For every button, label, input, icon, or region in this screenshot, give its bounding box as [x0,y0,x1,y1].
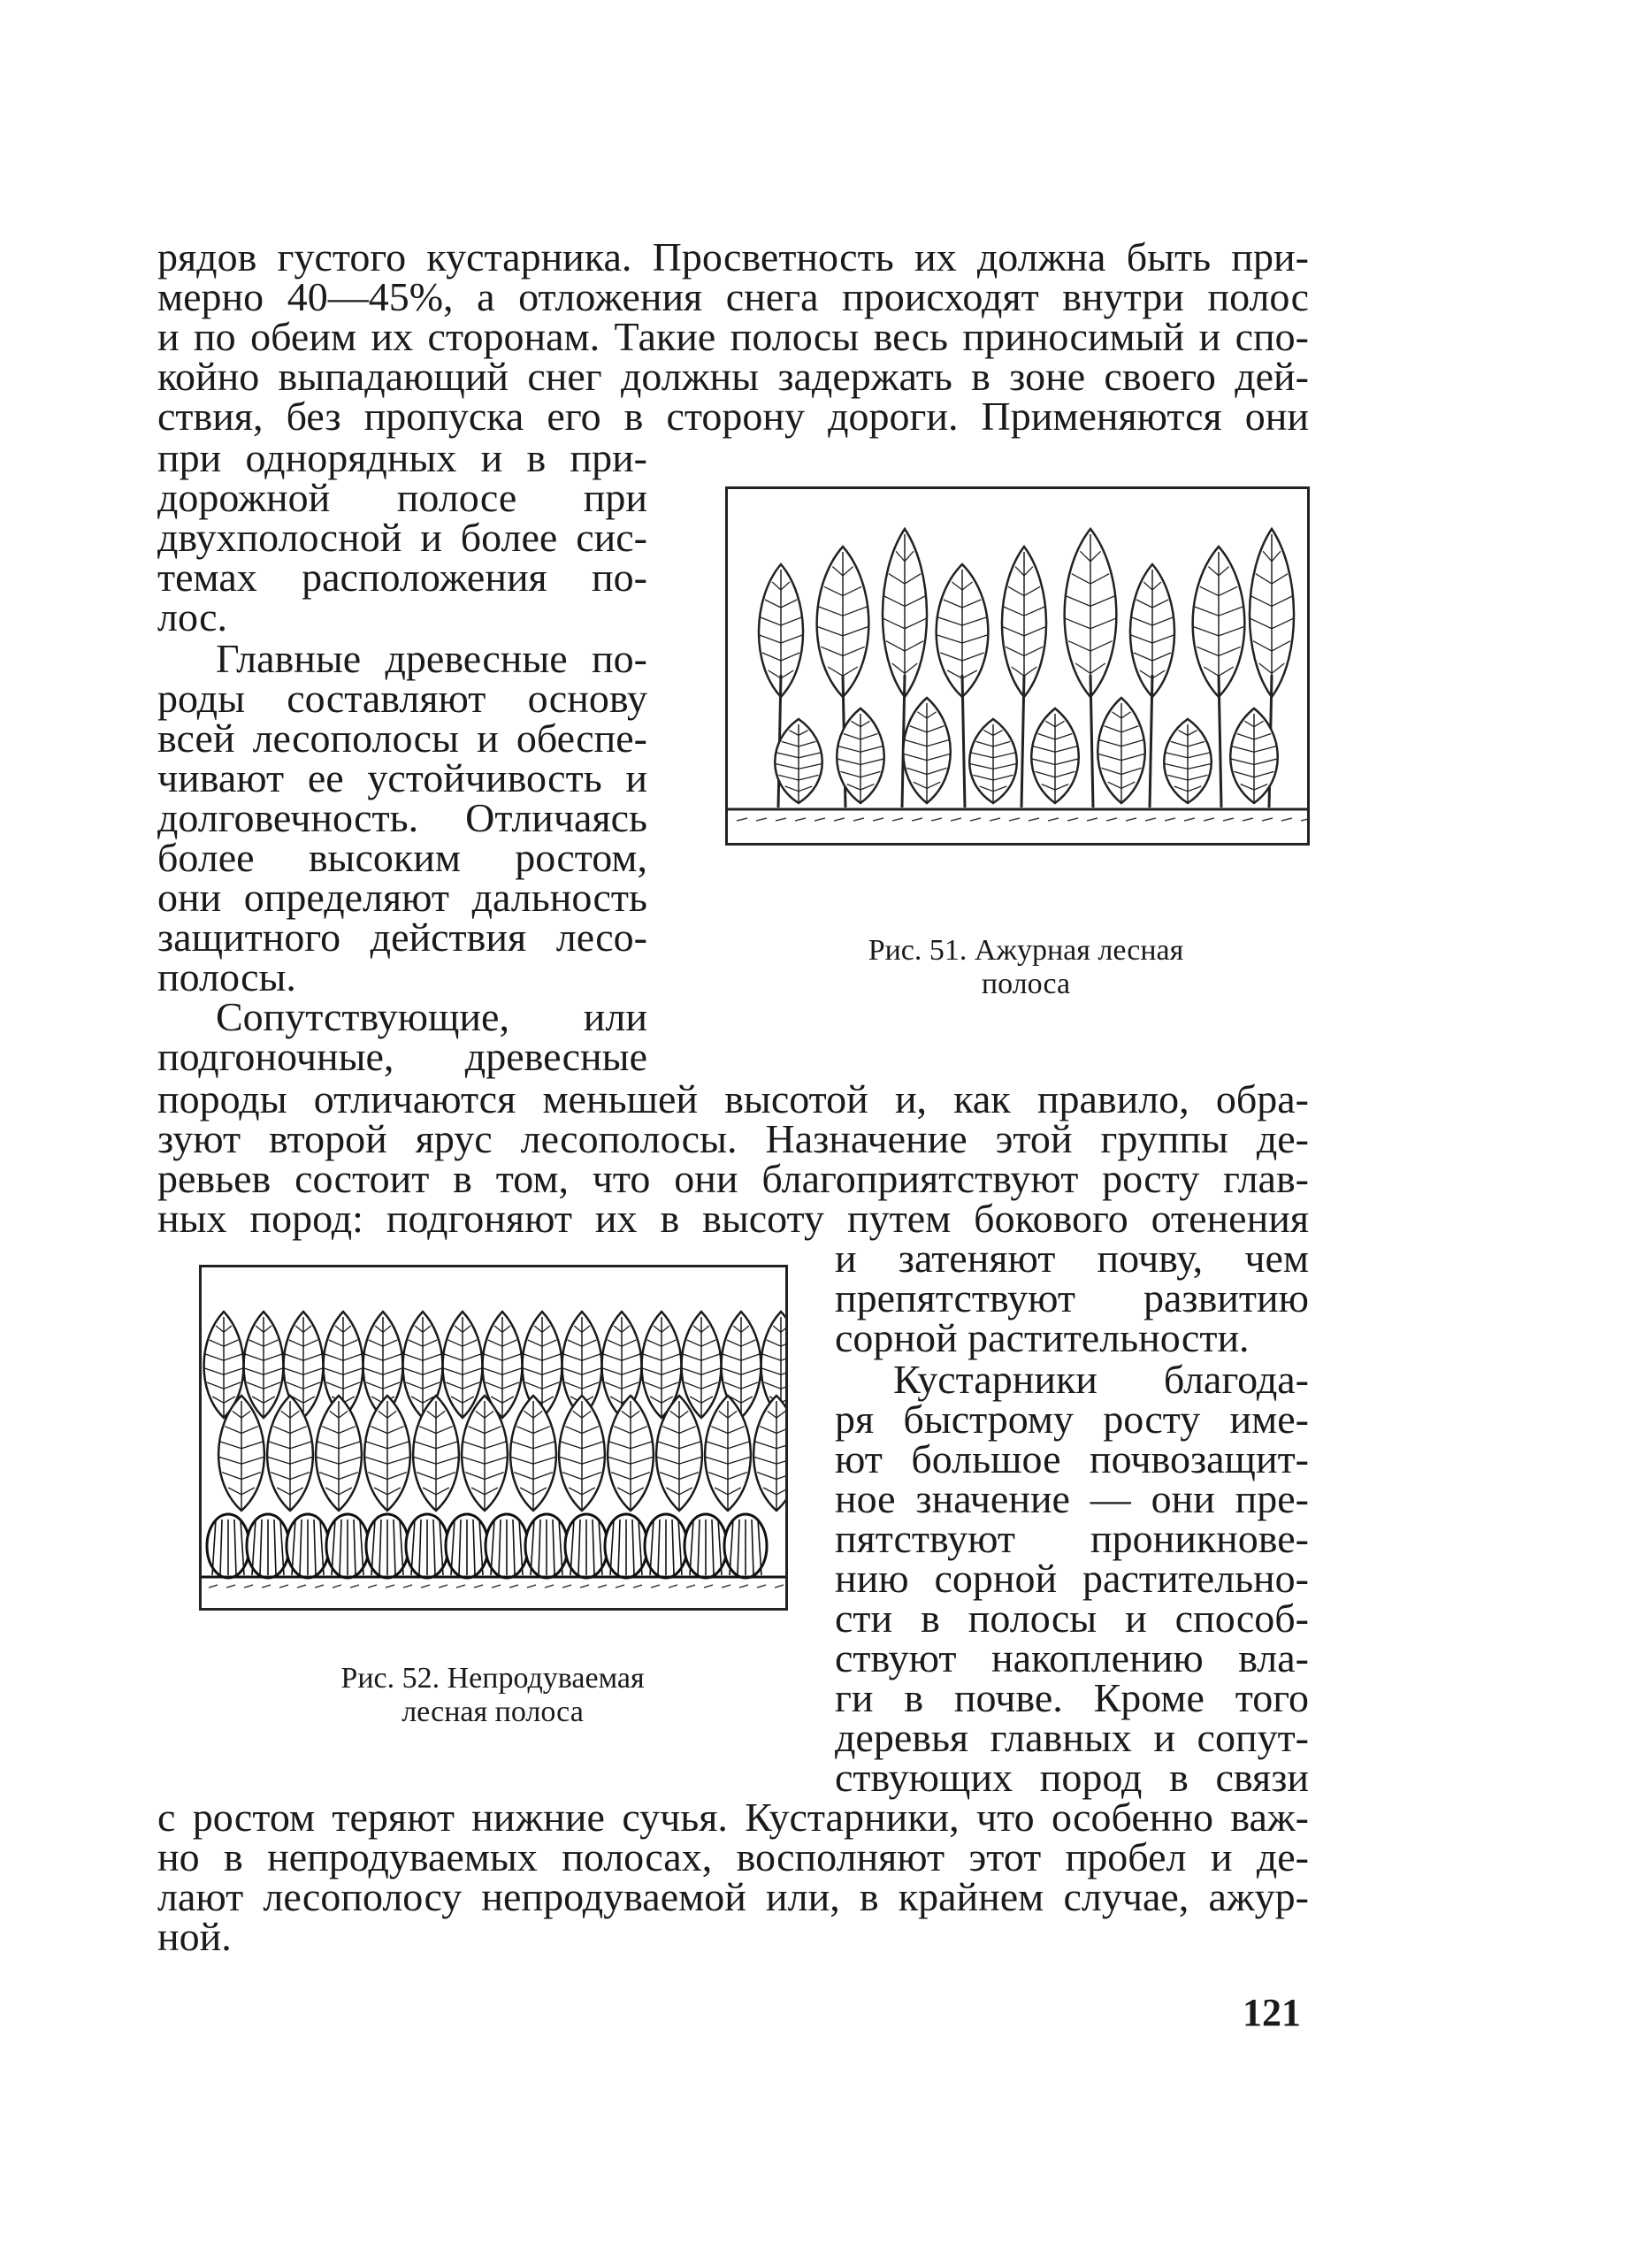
text-line: ствуют накоплению вла- [835,1635,1309,1680]
figure-openwork-forest-strip [725,486,1310,846]
text-line: полосы. [157,954,296,999]
text-line: и затеняют почву, чем [835,1236,1309,1281]
text-line: лос. [157,594,228,639]
text-line: ствия, без пропуска его в сторону дороги. Применяются они [157,394,1309,439]
text-line: двухполосной и более сис- [157,515,647,560]
page-number: 121 [1243,1991,1301,2034]
text-line: более высоким ростом, [157,835,647,880]
text-line: ют большое почвозащит- [835,1436,1309,1481]
text-line: сорной растительности. [835,1315,1250,1360]
text-line: рядов густого кустарника. Просветность их должна быть при- [157,234,1309,279]
figure-caption: Рис. 52. Непродуваемая [340,1662,645,1695]
text-line: породы отличаются меньшей высотой и, как правило, обра- [157,1076,1309,1121]
text-line: пятствуют проникнове- [835,1516,1309,1561]
text-line: Сопутствующие, или [216,994,647,1039]
figure-windproof-forest-strip [199,1265,788,1611]
text-line: и по обеим их сторонам. Такие полосы весь приносимый и спо- [157,314,1309,359]
text-line: койно выпадающий снег должны задержать в зоне своего дей- [157,354,1309,399]
text-line: они определяют дальность [157,875,647,920]
text-line: чивают ее устойчивость и [157,755,647,800]
text-line: защитного действия лесо- [157,915,647,960]
figure-caption: лесная полоса [402,1695,584,1728]
text-line: роды составляют основу [157,676,647,721]
tree-row-illustration [728,489,1307,843]
text-line: дорожной полосе при [157,475,647,520]
text-line: но в непродуваемых полосах, восполняют этот пробел и де- [157,1834,1309,1879]
text-line: темах расположения по- [157,555,647,600]
text-line: зуют второй ярус лесополосы. Назначение этой группы де- [157,1116,1309,1161]
text-line: с ростом теряют нижние сучья. Кустарники, что особенно важ- [157,1795,1309,1840]
dense-tree-illustration [202,1267,785,1608]
text-line: ревьев состоит в том, что они благоприятствуют росту глав- [157,1156,1309,1201]
text-line: всей лесополосы и обеспе- [157,716,647,761]
text-line: препятствуют развитию [835,1275,1309,1320]
text-line: Кустарники благода- [893,1357,1309,1402]
text-line: ствующих пород в связи [835,1755,1309,1800]
text-line: ги в почве. Кроме того [835,1675,1309,1720]
text-line: подгоночные, древесные [157,1034,647,1079]
text-line: ря быстрому росту име- [835,1397,1309,1442]
text-line: ной. [157,1914,232,1959]
text-line: долговечность. Отличаясь [157,795,647,840]
text-line: нию сорной растительно- [835,1556,1309,1601]
text-line: сти в полосы и способ- [835,1596,1309,1641]
text-line: ное значение — они пре- [835,1476,1309,1521]
text-line: Главные древесные по- [216,636,647,681]
text-line: при однорядных и в при- [157,435,647,480]
figure-caption: полоса [981,968,1071,1000]
text-line: деревья главных и сопут- [835,1715,1309,1760]
text-line: лают лесополосу непродуваемой или, в крайнем случае, ажур- [157,1874,1309,1919]
text-line: мерно 40—45%, а отложения снега происходят внутри полос [157,274,1309,319]
figure-caption: Рис. 51. Ажурная лесная [868,934,1184,967]
text-line: ных пород: подгоняют их в высоту путем бокового отенения [157,1196,1309,1241]
